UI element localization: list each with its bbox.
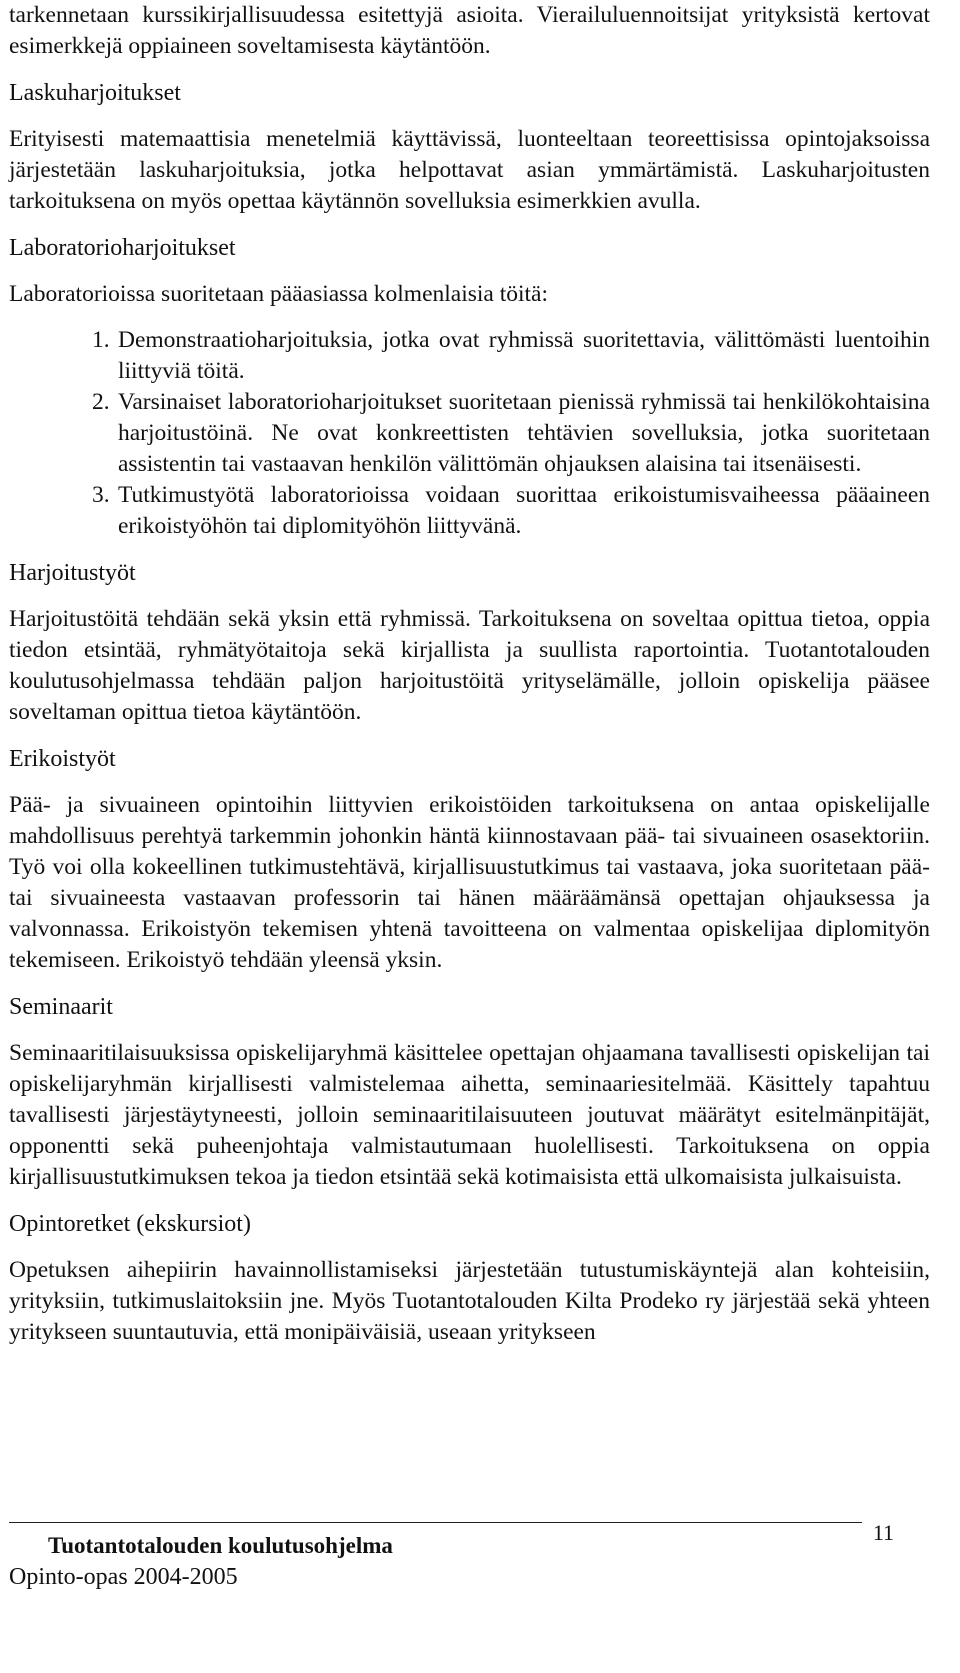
list-item-number: 2. xyxy=(92,389,110,415)
harjoitustyot-paragraph: Harjoitustöitä tehdään sekä yksin että ryhmissä. Tarkoituksena on soveltaa opittua tietoa, oppia tiedon etsintää, ryhmätyötaitoja sekä kirjallista ja suullista raportointia. Tuotantotalouden koulutusohjelmassa tehdään paljon harjoitustöitä yrityselämälle, jolloin opiskelija pääsee soveltaman opittua tietoa käytäntöön. xyxy=(9,606,930,725)
opintoretket-paragraph: Opetuksen aihepiirin havainnollistamiseksi järjestetään tutustumiskäyntejä alan kohteisiin, yrityksiin, tutkimuslaitoksiin jne. Myös Tuotantotalouden Kilta Prodeko ry järjestää sekä yhteen yritykseen suuntautuvia, että monipäiväisiä, useaan yritykseen xyxy=(9,1257,930,1345)
laboratorio-paragraph: Laboratorioissa suoritetaan pääasiassa kolmenlaisia töitä: xyxy=(9,281,549,307)
list-item-text: Varsinaiset laboratorioharjoitukset suoritetaan pienissä ryhmissä tai henkilökohtaisina harjoitustöinä. Ne ovat konkreettisten tehtävien sovelluksia, jotka suoritetaan assistentin tai vastaavan henkilön välittömän ohjauksen alaisina tai itsenäisesti. xyxy=(118,389,930,477)
page-body xyxy=(9,0,930,1348)
list-item-number: 3. xyxy=(92,482,110,508)
intro-paragraph: tarkennetaan kurssikirjallisuudessa esitettyjä asioita. Vierailuluennoitsijat yrityksistä kertovat esimerkkejä oppiaineen soveltamisesta käytäntöön. xyxy=(9,2,930,59)
laskuharjoitukset-paragraph: Erityisesti matemaattisia menetelmiä käyttävissä, luonteeltaan teoreettisissa opintojaksoissa järjestetään laskuharjoituksia, jotka helpottavat asian ymmärtämistä. Laskuharjoitusten tarkoituksena on myös opettaa käytännön sovelluksia esimerkkien avulla. xyxy=(9,126,930,214)
list-item-text: Demonstraatioharjoituksia, jotka ovat ryhmissä suoritettavia, välittömästi luentoihin liittyviä töitä. xyxy=(118,327,930,384)
page-number: 11 xyxy=(872,1520,894,1545)
list-item-number: 1. xyxy=(92,327,110,353)
footer-title: Tuotantotalouden koulutusohjelma xyxy=(48,1533,393,1558)
list-item xyxy=(92,480,930,542)
list-item xyxy=(92,325,930,387)
footer-subtitle: Opinto-opas 2004-2005 xyxy=(9,1564,238,1590)
heading-harjoitustyot: Harjoitustyöt xyxy=(9,560,136,586)
heading-laskuharjoitukset: Laskuharjoitukset xyxy=(9,80,181,106)
erikoistyot-paragraph: Pää- ja sivuaineen opintoihin liittyvien erikoistöiden tarkoituksena on antaa opiskelijalle mahdollisuus perehtyä tarkemmin johonkin häntä kiinnostavaan pää- tai sivuaineen osasektoriin. Työ voi olla kokeellinen tutkimustehtävä, kirjallisuustutkimus tai vastaava, joka suoritetaan pää- tai sivuaineesta vastaavan professorin tai hänen määräämänsä opettajan ohjauksessa ja valvonnassa. Erikoistyön tekemisen yhtenä tavoitteena on valmentaa opiskelijaa diplomityön tekemiseen. Erikoistyö tehdään yleensä yksin. xyxy=(9,792,930,973)
heading-opintoretket: Opintoretket (ekskursiot) xyxy=(9,1211,251,1237)
list-item xyxy=(92,387,930,480)
list-item-text: Tutkimustyötä laboratorioissa voidaan suorittaa erikoistumisvaiheessa pääaineen erikoistyöhön tai diplomityöhön liittyvänä. xyxy=(118,482,930,539)
footer-divider xyxy=(9,1522,862,1523)
heading-erikoistyot: Erikoistyöt xyxy=(9,746,116,772)
heading-seminaarit: Seminaarit xyxy=(9,994,113,1020)
laboratorio-list xyxy=(9,325,930,542)
heading-laboratorioharjoitukset: Laboratorioharjoitukset xyxy=(9,235,236,261)
seminaarit-paragraph: Seminaaritilaisuuksissa opiskelijaryhmä käsittelee opettajan ohjaamana tavallisesti opiskelijan tai opiskelijaryhmän kirjallisesti valmistelemaa aihetta, seminaariesitelmää. Käsittely tapahtuu tavallisesti järjestäytyneesti, jolloin seminaaritilaisuuteen joutuvat määrätyt esitelmänpitäjät, opponentti sekä puheenjohtaja valmistautumaan huolellisesti. Tarkoituksena on oppia kirjallisuustutkimuksen tekoa ja tiedon etsintää sekä kotimaisista että ulkomaisista julkaisuista. xyxy=(9,1040,930,1190)
